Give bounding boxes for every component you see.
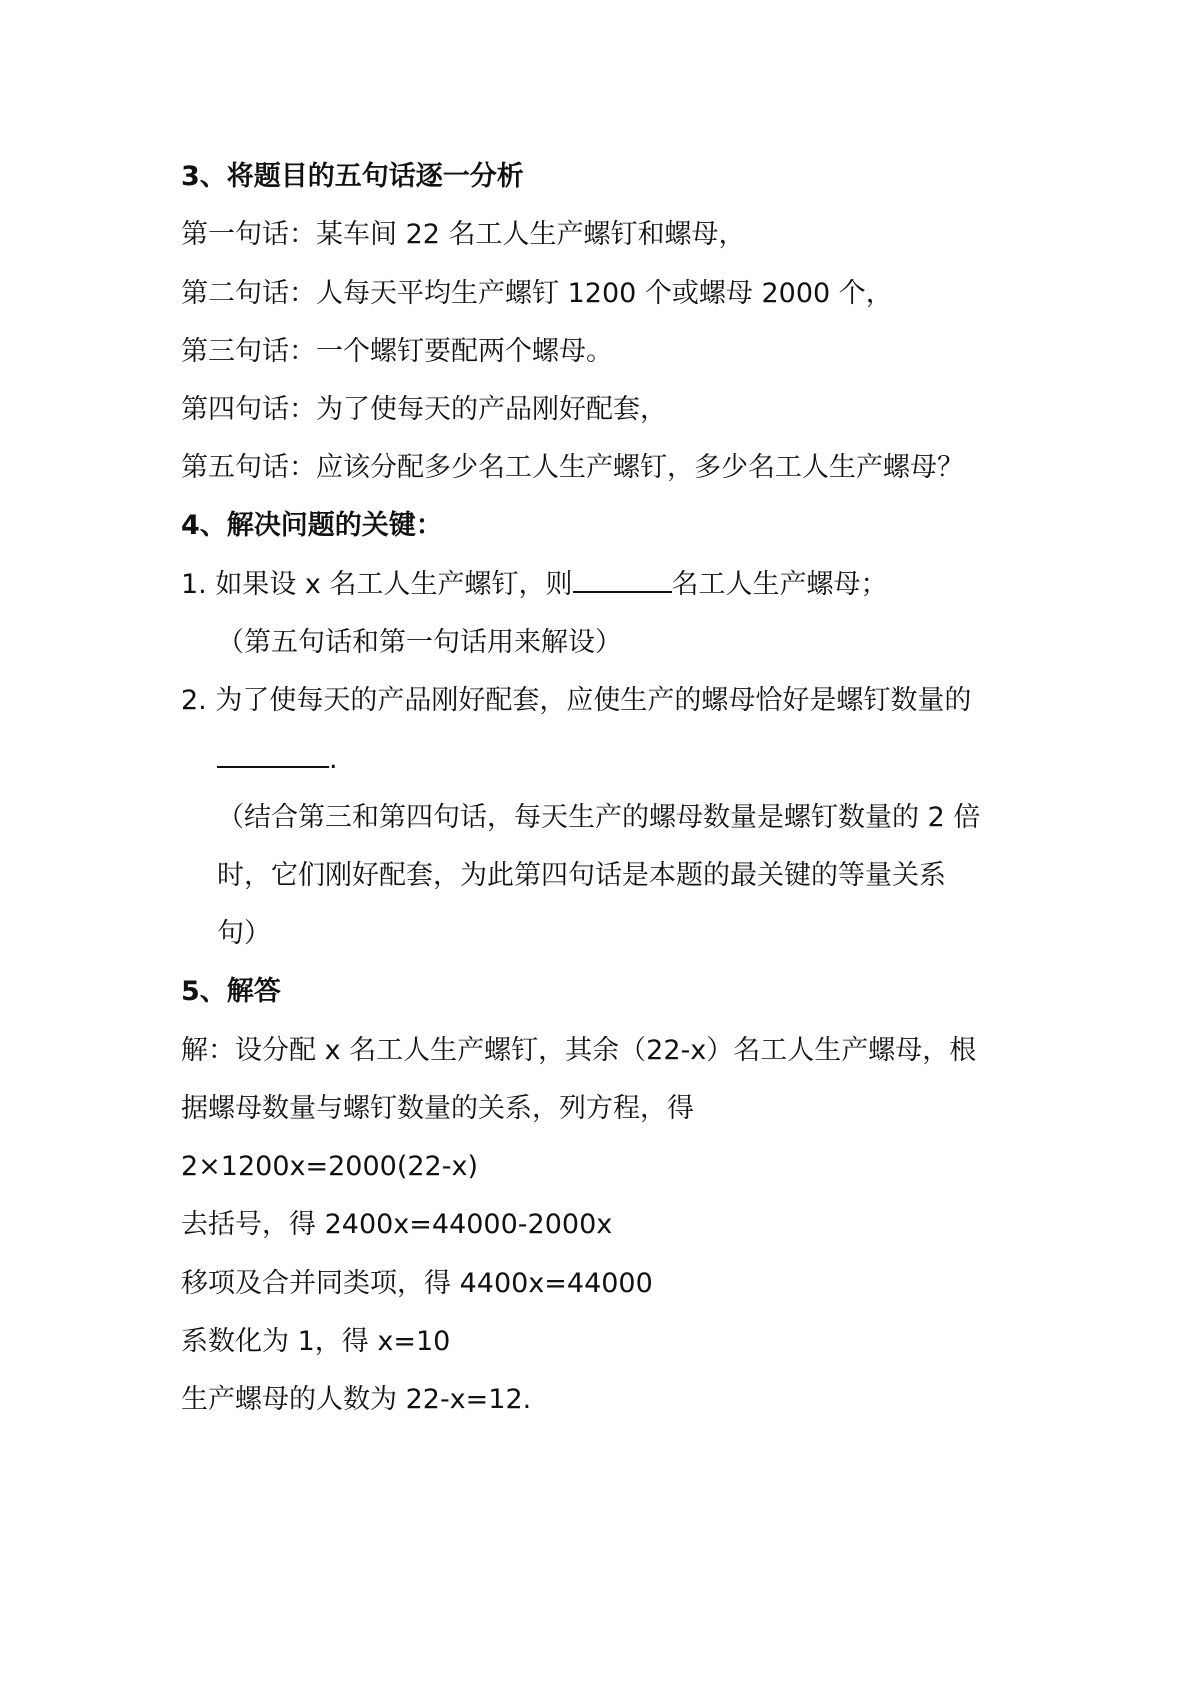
sentence-3: 第三句话：一个螺钉要配两个螺母。 xyxy=(181,336,613,367)
question-2-note-line-3: 句） xyxy=(217,918,271,949)
question-2-end: . xyxy=(329,744,338,775)
question-1 xyxy=(181,565,888,605)
question-1-note: （第五句话和第一句话用来解设） xyxy=(217,627,622,658)
answer-blank-1[interactable] xyxy=(573,565,672,593)
section-3-heading: 3、将题目的五句话逐一分析 xyxy=(181,161,524,192)
sentence-1: 第一句话：某车间 22 名工人生产螺钉和螺母， xyxy=(181,219,746,250)
equation: 2×1200x=2000(22-x) xyxy=(181,1151,478,1182)
step-expand: 去括号，得 2400x=44000-2000x xyxy=(181,1209,613,1240)
question-2: 2. 为了使每天的产品刚好配套，应使生产的螺母恰好是螺钉数量的 xyxy=(181,685,972,716)
solution-line-2: 据螺母数量与螺钉数量的关系，列方程，得 xyxy=(181,1093,694,1124)
question-1-suffix: 名工人生产螺母； xyxy=(671,569,888,600)
step-combine: 移项及合并同类项，得 4400x=44000 xyxy=(181,1268,653,1299)
sentence-4: 第四句话：为了使每天的产品刚好配套， xyxy=(181,394,667,425)
step-solve: 系数化为 1，得 x=10 xyxy=(181,1326,451,1357)
question-2-note-line-2: 时，它们刚好配套，为此第四句话是本题的最关键的等量关系 xyxy=(217,860,946,891)
section-4-heading: 4、解决问题的关键： xyxy=(181,510,443,541)
answer-blank-2[interactable] xyxy=(217,740,329,768)
question-2-note-line-1: （结合第三和第四句话，每天生产的螺母数量是螺钉数量的 2 倍 xyxy=(217,802,981,833)
question-2-blank-line xyxy=(217,740,338,780)
sentence-5: 第五句话：应该分配多少名工人生产螺钉，多少名工人生产螺母？ xyxy=(181,452,964,483)
solution-line-1: 解：设分配 x 名工人生产螺钉，其余（22-x）名工人生产螺母，根 xyxy=(181,1035,977,1066)
result: 生产螺母的人数为 22-x=12. xyxy=(181,1384,532,1415)
sentence-2: 第二句话：人每天平均生产螺钉 1200 个或螺母 2000 个， xyxy=(181,278,893,309)
section-5-heading: 5、解答 xyxy=(181,976,281,1007)
question-1-prefix: 1. 如果设 x 名工人生产螺钉，则 xyxy=(181,569,573,600)
